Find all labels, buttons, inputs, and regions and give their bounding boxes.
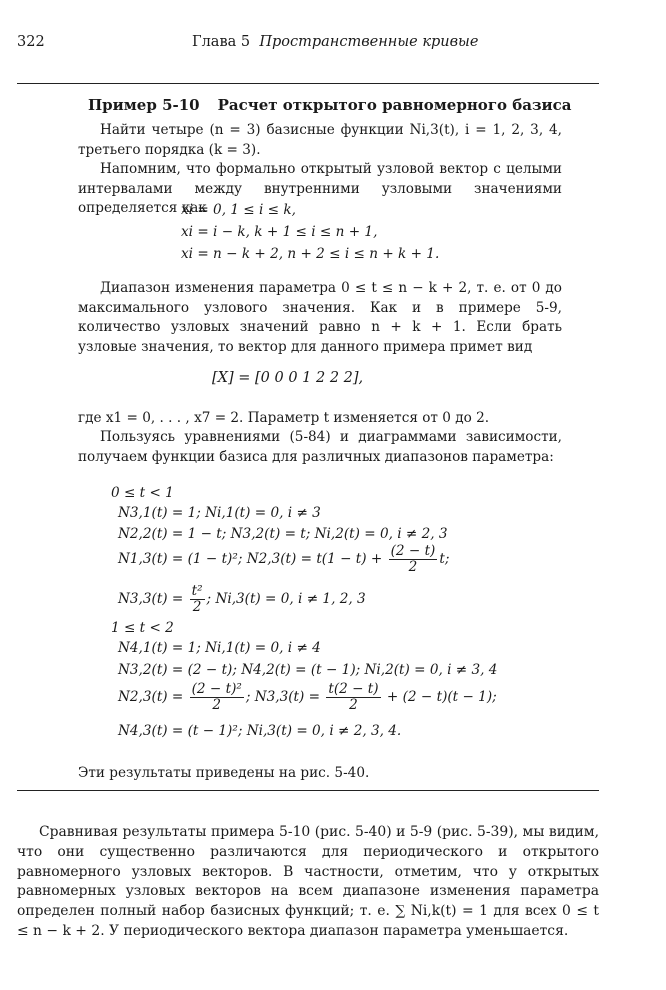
r1-l3-part-a: N1,3(t) = (1 − t)²; N2,3(t) = t(1 − t) + [118,551,383,567]
fraction-2-minus-t-over-2 [389,544,438,575]
knot-rule-1: xi = 0, 1 ≤ i ≤ k, [181,202,296,218]
task-paragraph: Найти четыре (n = 3) базисные функции Ni,3(t), i = 1, 2, 3, 4, третьего порядка (k = 3). [78,122,562,158]
range-1-line-4 [118,584,366,615]
fraction-t2-over-2 [190,584,205,615]
fraction-2-minus-t-sq-over-2 [190,682,244,713]
frac-num: t(2 − t) [328,681,379,697]
frac-num: (2 − t)² [191,681,242,697]
using-paragraph: Пользуясь уравнениями (5-84) и диаграммами зависимости, получаем функции базиса для различных диапазонов параметра: [78,429,562,465]
range-1-line-2: N2,2(t) = 1 − t; N3,2(t) = t; Ni,2(t) = 0, i ≠ 2, 3 [118,526,448,542]
frac-den: 2 [192,599,202,615]
knot-rule-3: xi = n − k + 2, n + 2 ≤ i ≤ n + k + 1. [181,246,440,262]
chapter-title: Пространственные кривые [259,34,479,50]
results-line: Эти результаты приведены на рис. 5-40. [78,765,370,781]
remind-paragraph: Напомним, что формально открытый узловой вектор с целыми интервалами между внутренними узловыми значениями определяется как [78,161,562,217]
r1-l4-part-b: ; Ni,3(t) = 0, i ≠ 1, 2, 3 [206,591,366,607]
chapter-label: Глава 5 [192,34,251,50]
range-2-label: 1 ≤ t < 2 [111,620,174,636]
knot-vector: [X] = [0 0 0 1 2 2 2], [212,370,364,386]
body-paragraph: Сравнивая результаты примера 5-10 (рис. 5-40) и 5-9 (рис. 5-39), мы видим, что они существенно различаются для периодического и открытого равномерного узловых векторов. В частности, отметим, что у открытых равномерных узловых векторов на всем диапазоне изменения параметра определен полный набор базисных функций; т. е. ∑ Ni,k(t) = 1 для всех 0 ≤ t ≤ n − k + 2. У периодического вектора диапазон параметра уменьшается. [17,824,599,939]
example-number: Пример 5-10 [88,96,200,114]
range-2-line-1: N4,1(t) = 1; Ni,1(t) = 0, i ≠ 4 [118,640,321,656]
r1-l3-part-b: t; [439,551,450,567]
top-rule [17,83,599,84]
r2-l3-part-a: N2,3(t) = [118,689,184,705]
range-1-label: 0 ≤ t < 1 [111,485,174,501]
frac-num: (2 − t) [390,543,436,559]
range-2-line-3 [118,682,497,713]
example-heading: Расчет открытого равномерного базиса [217,96,572,114]
frac-den: 2 [408,559,418,575]
range-paragraph: Диапазон изменения параметра 0 ≤ t ≤ n − k + 2, т. е. от 0 до максимального узлового значения. Как и в примере 5-9, количество узловых значений равно n + k + 1. Если брать узловые значения, то вектор для данного примера примет вид [78,280,562,355]
knot-rule-2: xi = i − k, k + 1 ≤ i ≤ n + 1, [181,224,378,240]
page-number: 322 [17,34,45,50]
frac-den: 2 [349,697,358,713]
running-head [192,34,478,50]
bottom-rule [17,790,599,791]
r2-l3-part-c: + (2 − t)(t − 1); [386,689,497,705]
r1-l4-part-a: N3,3(t) = [118,591,184,607]
frac-num: t² [191,583,203,599]
frac-den: 2 [212,697,222,713]
range-2-line-2: N3,2(t) = (2 − t); N4,2(t) = (t − 1); Ni,2(t) = 0, i ≠ 3, 4 [118,662,498,678]
where-paragraph: где x1 = 0, . . . , x7 = 2. Параметр t изменяется от 0 до 2. [78,410,490,426]
range-1-line-3 [118,544,449,575]
example-title [88,96,572,114]
range-1-line-1: N3,1(t) = 1; Ni,1(t) = 0, i ≠ 3 [118,505,321,521]
range-2-line-4: N4,3(t) = (t − 1)²; Ni,3(t) = 0, i ≠ 2, 3, 4. [118,723,402,739]
r2-l3-part-b: ; N3,3(t) = [245,689,321,705]
fraction-t-2-minus-t-over-2 [326,682,380,713]
